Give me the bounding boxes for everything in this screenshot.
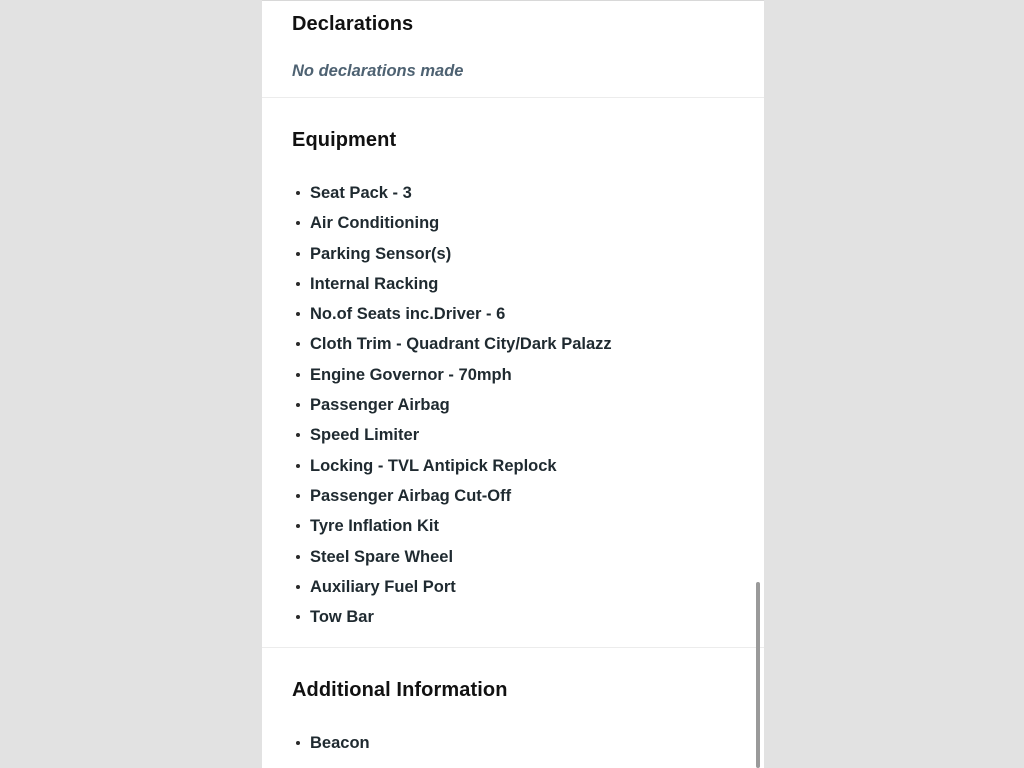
additional-information-section <box>262 648 764 768</box>
list-item-label: Beacon <box>310 734 370 752</box>
bullet-icon <box>296 555 300 559</box>
bullet-icon <box>296 403 300 407</box>
equipment-title: Equipment <box>292 129 397 151</box>
list-item <box>296 516 612 546</box>
bullet-icon <box>296 494 300 498</box>
bullet-icon <box>296 221 300 225</box>
bullet-icon <box>296 373 300 377</box>
list-item <box>296 213 612 243</box>
bullet-icon <box>296 524 300 528</box>
equipment-section <box>262 98 764 648</box>
list-item-label: Passenger Airbag Cut-Off <box>310 486 512 505</box>
list-item-label: Engine Governor - 70mph <box>310 365 512 384</box>
list-item-label: Internal Racking <box>310 274 439 293</box>
list-item-label: Tyre Inflation Kit <box>310 517 439 536</box>
list-item-label: Passenger Airbag <box>310 396 450 415</box>
list-item <box>296 365 612 395</box>
list-item <box>296 395 612 425</box>
declarations-empty-note: No declarations made <box>292 62 464 80</box>
bullet-icon <box>296 741 300 745</box>
list-item <box>296 486 612 516</box>
list-item <box>296 425 612 455</box>
bullet-icon <box>296 312 300 316</box>
list-item-label: No.of Seats inc.Driver - 6 <box>310 305 506 324</box>
list-item <box>296 274 612 304</box>
list-item <box>296 607 612 637</box>
list-item <box>296 334 612 364</box>
equipment-list <box>296 183 612 637</box>
scrollbar[interactable] <box>755 0 761 768</box>
bullet-icon <box>296 252 300 256</box>
list-item <box>296 456 612 486</box>
scrollbar-thumb[interactable] <box>756 582 760 768</box>
bullet-icon <box>296 615 300 619</box>
list-item-label: Auxiliary Fuel Port <box>310 577 456 596</box>
bullet-icon <box>296 191 300 195</box>
list-item-label: Steel Spare Wheel <box>310 547 454 566</box>
list-item-label: Parking Sensor(s) <box>310 244 452 263</box>
additional-information-list <box>296 733 370 763</box>
list-item <box>296 183 612 213</box>
list-item-label: Tow Bar <box>310 608 374 627</box>
list-item <box>296 304 612 334</box>
declarations-title: Declarations <box>292 13 414 35</box>
list-item-label: Seat Pack - 3 <box>310 184 412 202</box>
list-item <box>296 733 370 763</box>
declarations-section <box>262 0 764 98</box>
list-item-label: Cloth Trim - Quadrant City/Dark Palazz <box>310 335 612 354</box>
list-item-label: Speed Limiter <box>310 426 420 445</box>
bullet-icon <box>296 282 300 286</box>
bullet-icon <box>296 585 300 589</box>
list-item-label: Locking - TVL Antipick Replock <box>310 456 557 475</box>
list-item <box>296 244 612 274</box>
list-item <box>296 577 612 607</box>
bullet-icon <box>296 464 300 468</box>
bullet-icon <box>296 342 300 346</box>
details-panel <box>262 0 764 768</box>
bullet-icon <box>296 433 300 437</box>
list-item-label: Air Conditioning <box>310 214 440 233</box>
additional-information-title: Additional Information <box>292 679 508 701</box>
list-item <box>296 547 612 577</box>
